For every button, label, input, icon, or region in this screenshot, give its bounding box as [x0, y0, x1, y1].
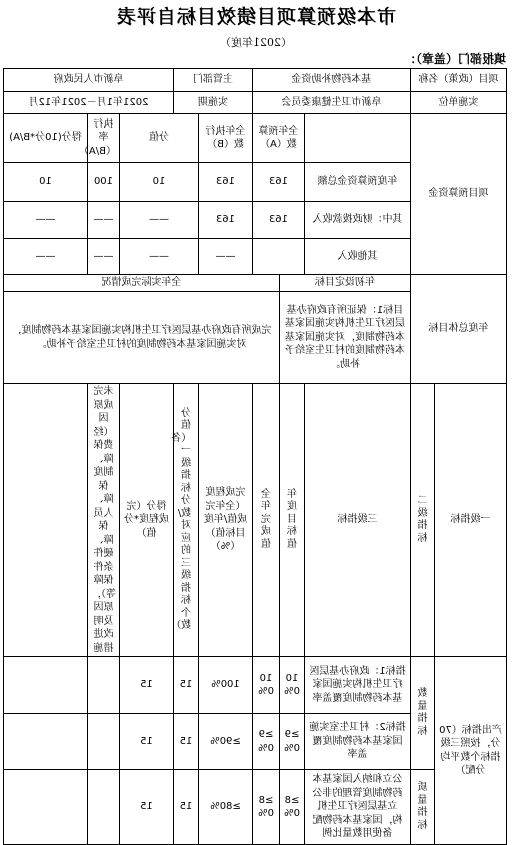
funds-score-value: 10 — [120, 163, 199, 202]
annual-budget-value — [253, 239, 305, 275]
weight-header-text: 分值（各一级指标分数/对应的三级指标个数） — [171, 407, 192, 631]
annual-budget-value: 163 — [253, 163, 305, 202]
annual-exec-value: —— — [199, 239, 253, 275]
indicator-text: 指标1：政府办基层医疗卫生机构实施国家基本药物制度覆盖率 — [305, 657, 411, 714]
reason-value — [88, 770, 120, 845]
funds-points-value: 10 — [3, 163, 87, 202]
funds-score-value: —— — [120, 239, 199, 275]
perf-header-row — [3, 384, 506, 657]
weight-value: 15 — [174, 714, 199, 770]
period-value: 2021年1月－2021年12月 — [3, 92, 173, 114]
unit-label: 实施单位 — [411, 92, 507, 114]
level2-header-text: 二级指标 — [417, 495, 428, 544]
unit-value: 阜新市卫生健康委员会 — [253, 92, 411, 114]
dept-value: 阜新市人民政府 — [3, 69, 173, 92]
quality-indicator-label: 质量指标 — [417, 782, 428, 831]
completion-value: ≥90% — [199, 714, 253, 770]
actual-value: ≥80% — [253, 770, 280, 845]
funds-row-label: 其中：财政拨款收入 — [305, 202, 411, 239]
target-value: ≥80% — [280, 770, 305, 845]
reason-value — [88, 657, 120, 714]
quality-indicator-cell — [411, 770, 435, 845]
annual-actual-header — [253, 384, 280, 657]
weight-header — [171, 384, 199, 657]
funds-points-value: —— — [3, 239, 87, 275]
exec-rate-value: —— — [88, 202, 120, 239]
weight-value: 15 — [174, 657, 199, 714]
actual-goal-text: 完成所有政府办基层医疗卫生机构实施国家基本药物制度，对实施国家基本药物制度的村卫生室给予补助。 — [3, 292, 279, 384]
funds-points-value: —— — [3, 202, 87, 239]
annual-target-header-text: 年度目标值 — [287, 488, 297, 550]
info-row-2 — [3, 92, 506, 114]
exec-rate-header: 执行率（B/A） — [88, 114, 120, 163]
page-title: 市本级预算项目绩效目标自评表 — [116, 6, 397, 28]
actual-value: 100% — [253, 657, 280, 714]
project-name-value: 基本药物补助资金 — [253, 69, 411, 92]
level2-header — [411, 384, 435, 657]
actual-goal-header: 全年实际完成情况 — [3, 275, 279, 292]
funds-section-label: 项目预算资金 — [411, 114, 507, 275]
indicator-text: 公立和纳入国家基本药物制度管理的非公立基层医疗卫生机构，国家基本药物配备使用数量比例 — [305, 770, 411, 845]
exec-rate-value: 100 — [88, 163, 120, 202]
annual-exec-header: 全年执行数（B） — [199, 114, 253, 163]
info-row-1 — [3, 69, 506, 92]
perf-blank-header — [3, 384, 87, 657]
year-label: （2021年度） — [220, 36, 292, 49]
level1-header: 一级指标 — [435, 384, 507, 657]
goals-section-label: 年度总体目标 — [411, 275, 507, 384]
actual-value: ≥90% — [253, 714, 280, 770]
completion-value: 100% — [199, 657, 253, 714]
goals-header-row — [3, 275, 506, 292]
annual-exec-value: 163 — [199, 202, 253, 239]
funds-blank-header — [305, 114, 411, 163]
completion-value: ≥80% — [199, 770, 253, 845]
funds-score-value: —— — [120, 202, 199, 239]
period-label: 实施期 — [174, 92, 253, 114]
indicator-row — [3, 770, 506, 845]
weight-value: 15 — [174, 770, 199, 845]
target-value: 100% — [280, 657, 305, 714]
planned-goal-text: 目标1：保证所有政府办基层医疗卫生机构实施国家基本药物制度，对实施国家基本药物制度的村卫生室给予补助。 — [280, 292, 411, 384]
score-header: 得分（完成程度*分值） — [120, 384, 174, 657]
annual-exec-value: 163 — [199, 163, 253, 202]
level1-value: 产出指标（70分，按照三级指标个数平均分配） — [435, 657, 507, 845]
dept-label: 主管部门 — [174, 69, 253, 92]
indicator-text: 指标2：村卫生室实施国家基本药物制度覆盖率 — [305, 714, 411, 770]
score-value: 15 — [120, 714, 174, 770]
blank-cell — [3, 714, 87, 770]
planned-goal-header: 年初设定目标 — [280, 275, 411, 292]
annual-actual-header-text: 全年完成值 — [261, 488, 271, 550]
filler-label: 填报部门（盖章）： — [403, 52, 506, 66]
annual-budget-header: 全年预算数（A） — [253, 114, 305, 163]
annual-budget-value: 163 — [253, 202, 305, 239]
level3-header: 三级指标 — [305, 384, 411, 657]
target-value: ≥90% — [280, 714, 305, 770]
reason-value — [88, 714, 120, 770]
exec-rate-value: —— — [88, 239, 120, 275]
annual-target-header — [280, 384, 305, 657]
evaluation-table — [3, 68, 507, 845]
funds-points-header: 得分(10分*B/A) — [3, 114, 87, 163]
blank-cell — [3, 657, 87, 714]
project-name-label: 项目（政策）名称 — [411, 69, 507, 92]
funds-score-header: 分值 — [120, 114, 199, 163]
score-value: 15 — [120, 770, 174, 845]
blank-cell — [3, 770, 87, 845]
completion-header: 完成程度（全年完成值/年度目标值）（%） — [199, 384, 253, 657]
quantity-indicator-cell — [411, 657, 435, 770]
score-value: 15 — [120, 657, 174, 714]
funds-row-label: 其他收入 — [305, 239, 411, 275]
funds-row-label: 年度预算资金总额 — [305, 163, 411, 202]
funds-header-row — [3, 114, 506, 163]
quantity-indicator-label: 数量指标 — [417, 688, 428, 737]
reason-header: 未完成原因（经费保障、制度保障、人员保障、硬件条件保障等），原因及明改进措施 — [88, 384, 120, 657]
indicator-row — [3, 657, 506, 714]
